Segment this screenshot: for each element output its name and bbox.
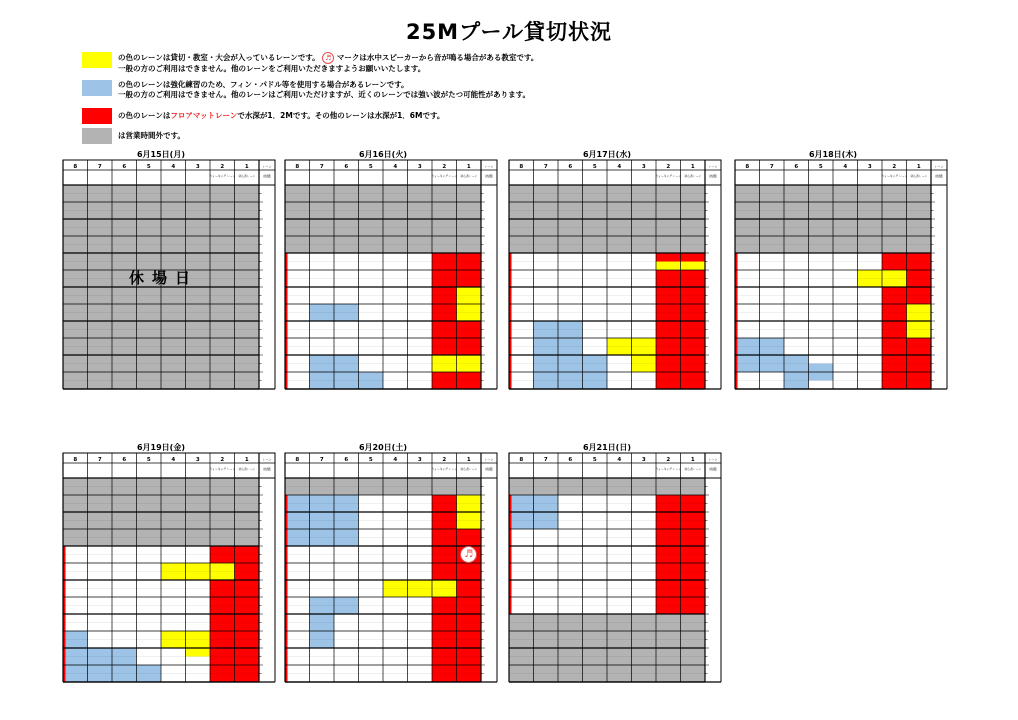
legend-blue-text-2: 一般の方のご利用はできません。他のレーンはご利用いただけますが、近くのレーンでは強い波がたつ可能性があります。: [118, 90, 531, 99]
page-title: 25Mプール貸切状況: [405, 20, 613, 44]
lane-number: 8: [295, 164, 300, 170]
table-header: [509, 453, 721, 478]
lane-column-label: レーン: [262, 457, 272, 462]
lane1-sub-label: 初心者レーン: [684, 467, 702, 471]
time-label: 時間: [935, 174, 943, 179]
lane2-sub-label: ウォーキング レーン: [431, 467, 458, 471]
lane-number: 1: [690, 164, 695, 170]
lane-number: 6: [122, 164, 127, 170]
table-header: [285, 160, 497, 185]
lane-number: 3: [195, 457, 200, 463]
lane-column-label: レーン: [708, 457, 718, 462]
day-schedule-table: [63, 453, 275, 682]
lane-number: 5: [368, 164, 373, 170]
lane2-sub-label: ウォーキング レーン: [431, 174, 458, 178]
music-note-icon: ♬: [460, 546, 477, 563]
lane-number: 6: [794, 164, 799, 170]
time-label: 時間: [709, 467, 717, 472]
lane-number: 3: [417, 164, 422, 170]
lane-number: 5: [146, 164, 151, 170]
time-label: 時間: [263, 467, 271, 472]
lane-number: 3: [417, 457, 422, 463]
day-title: 6月15日(月): [136, 150, 185, 159]
day-title: 6月17日(水): [582, 150, 631, 159]
lane-number: 8: [73, 457, 78, 463]
schedule-svg: [509, 453, 721, 682]
lane1-sub-label: 初心者レーン: [460, 174, 478, 178]
lane-number: 6: [122, 457, 127, 463]
lane-number: 3: [641, 457, 646, 463]
lane-number: 5: [146, 457, 151, 463]
legend-swatch-gray: [82, 128, 112, 144]
lane1-sub-label: 初心者レーン: [238, 467, 256, 471]
lane-column-label: レーン: [708, 164, 718, 169]
schedule-svg: [735, 160, 947, 389]
lane2-sub-label: ウォーキング レーン: [655, 467, 682, 471]
day-title: 6月21日(日): [582, 443, 631, 452]
lane-number: 5: [592, 457, 597, 463]
lane-number: 4: [171, 457, 176, 463]
lane-number: 6: [344, 164, 349, 170]
music-note-icon: ♬: [322, 52, 334, 64]
lane1-sub-label: 初心者レーン: [910, 174, 928, 178]
legend-red-text-1: の色のレーンは: [118, 111, 171, 120]
schedule-svg: [285, 453, 497, 682]
lane-number: 5: [818, 164, 823, 170]
day-schedule-table: [285, 160, 497, 389]
legend-swatch-red: [82, 108, 112, 124]
lane-number: 3: [867, 164, 872, 170]
lane-number: 3: [195, 164, 200, 170]
lane-number: 7: [543, 164, 548, 170]
lane-number: 1: [244, 164, 249, 170]
lane-number: 5: [592, 164, 597, 170]
day-title: 6月19日(金): [136, 443, 185, 452]
lane-number: 5: [368, 457, 373, 463]
lane-number: 2: [892, 164, 897, 170]
lane-number: 3: [641, 164, 646, 170]
lane-number: 8: [519, 164, 524, 170]
lane-number: 6: [568, 457, 573, 463]
legend-red-word: フロアマットレーン: [170, 111, 238, 120]
closed-day-label: 休場日: [129, 268, 199, 287]
lane-number: 7: [97, 164, 102, 170]
lane1-sub-label: 初心者レーン: [684, 174, 702, 178]
lane-number: 1: [916, 164, 921, 170]
lane-number: 4: [617, 457, 622, 463]
lane-number: 8: [73, 164, 78, 170]
lane-number: 1: [690, 457, 695, 463]
lane-number: 2: [220, 457, 225, 463]
lane-column-label: レーン: [484, 164, 494, 169]
legend-gray-text: は営業時間外です。: [118, 131, 185, 140]
lane-number: 8: [295, 457, 300, 463]
lane-number: 7: [97, 457, 102, 463]
lane-column-label: レーン: [484, 457, 494, 462]
lane-number: 2: [442, 164, 447, 170]
lane2-sub-label: ウォーキング レーン: [209, 174, 236, 178]
day-title: 6月18日(木): [808, 150, 857, 159]
lane-number: 4: [393, 164, 398, 170]
legend-yellow: [82, 52, 538, 72]
lane-number: 4: [843, 164, 848, 170]
day-title: 6月20日(土): [358, 443, 407, 452]
time-label: 時間: [485, 467, 493, 472]
lane-number: 4: [171, 164, 176, 170]
lane1-sub-label: 初心者レーン: [238, 174, 256, 178]
time-label: 時間: [263, 174, 271, 179]
table-header: [63, 453, 275, 478]
lane-number: 1: [244, 457, 249, 463]
day-schedule-table: [285, 453, 497, 682]
legend-blue: [82, 80, 530, 100]
lane-number: 1: [466, 457, 471, 463]
schedule-svg: [63, 453, 275, 682]
legend-yellow-text-1: の色のレーンは貸切・教室・大会が入っているレーンです。: [118, 53, 320, 62]
lane-number: 2: [220, 164, 225, 170]
table-header: [63, 160, 275, 185]
legend-swatch-yellow: [82, 52, 112, 68]
lane-number: 7: [319, 457, 324, 463]
legend-red-text-2: で水深が1．2Mです。その他のレーンは水深が1．6Mです。: [237, 111, 445, 120]
table-header: [735, 160, 947, 185]
lane-number: 8: [519, 457, 524, 463]
legend-red: [82, 108, 444, 128]
lane-block-yellow: [186, 648, 211, 657]
lane-number: 8: [745, 164, 750, 170]
lane2-sub-label: ウォーキング レーン: [209, 467, 236, 471]
time-label: 時間: [709, 174, 717, 179]
day-schedule-table: [509, 453, 721, 682]
legend-yellow-text-3: 一般の方のご利用はできません。他のレーンをご利用いただきますようお願いいたします。: [118, 64, 426, 73]
legend-gray: [82, 128, 185, 148]
lane-number: 7: [319, 164, 324, 170]
lane-number: 2: [666, 164, 671, 170]
time-label: 時間: [485, 174, 493, 179]
day-title: 6月16日(火): [358, 150, 407, 159]
lane-number: 7: [543, 457, 548, 463]
schedule-svg: [285, 160, 497, 389]
table-header: [285, 453, 497, 478]
lane-number: 1: [466, 164, 471, 170]
lane-number: 7: [769, 164, 774, 170]
day-schedule-table: [509, 160, 721, 389]
day-schedule-table: [735, 160, 947, 389]
lane-number: 2: [442, 457, 447, 463]
lane2-sub-label: ウォーキング レーン: [881, 174, 908, 178]
legend-swatch-blue: [82, 80, 112, 96]
lane-number: 2: [666, 457, 671, 463]
legend-blue-text-1: の色のレーンは強化練習のため、フィン・パドル等を使用する場合があるレーンです。: [118, 80, 409, 89]
legend-yellow-text-2: マークは水中スピーカーから音が鳴る場合がある教室です。: [336, 53, 539, 62]
lane-number: 4: [617, 164, 622, 170]
table-header: [509, 160, 721, 185]
lane2-sub-label: ウォーキング レーン: [655, 174, 682, 178]
lane-number: 4: [393, 457, 398, 463]
lane-column-label: レーン: [934, 164, 944, 169]
lane-number: 6: [568, 164, 573, 170]
lane-number: 6: [344, 457, 349, 463]
schedule-svg: [509, 160, 721, 389]
lane-column-label: レーン: [262, 164, 272, 169]
lane1-sub-label: 初心者レーン: [460, 467, 478, 471]
